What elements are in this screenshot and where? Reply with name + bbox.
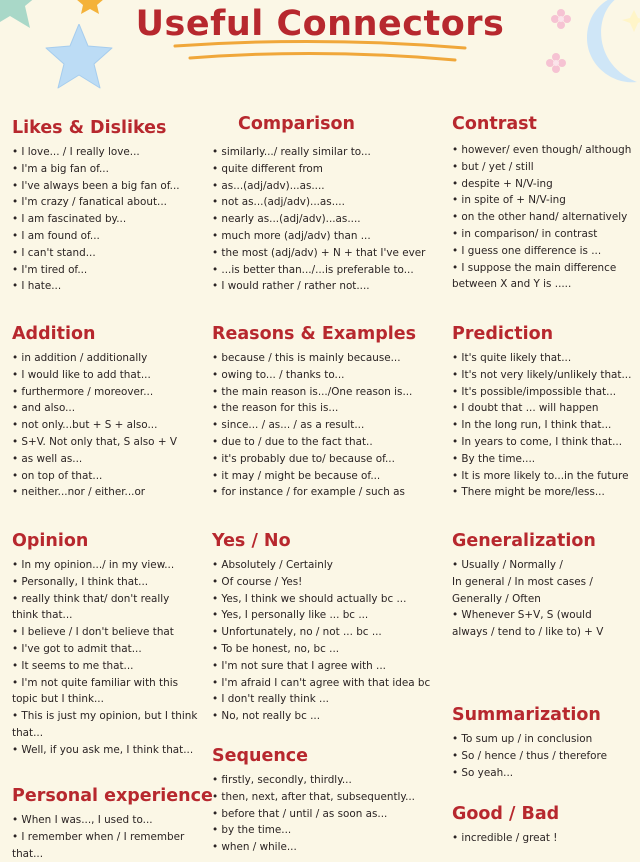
list-item: • To sum up / in conclusion bbox=[452, 733, 593, 745]
list-item: • In my opinion.../ in my view... bbox=[12, 559, 175, 571]
list-item: • There might be more/less... bbox=[452, 486, 605, 499]
list-item: • I've always been a big fan of... bbox=[12, 179, 180, 192]
list-item: • To be honest, no, bc ... bbox=[212, 642, 340, 655]
list-item: • due to / due to the fact that.. bbox=[212, 435, 373, 448]
list-item: • it may / might be because of... bbox=[212, 469, 381, 482]
section-summarization bbox=[452, 705, 607, 781]
list-item: between X and Y is ..... bbox=[452, 278, 572, 291]
list-item: • as...(adj/adv)...as.... bbox=[212, 179, 325, 192]
list-item: • It is more likely to...in the future bbox=[452, 469, 629, 482]
list-item: • the most (adj/adv) + N + that I've ever bbox=[212, 246, 426, 259]
list-item: topic but I think... bbox=[12, 693, 104, 706]
list-item: • firstly, secondly, thirdly... bbox=[212, 774, 352, 786]
section-title: Opinion bbox=[12, 531, 89, 551]
list-item: • I'm afraid I can't agree with that idea bc bbox=[212, 676, 431, 689]
list-item: that... bbox=[12, 726, 44, 739]
section-contrast bbox=[452, 114, 631, 293]
section-title: Generalization bbox=[452, 531, 596, 551]
section-title: Good / Bad bbox=[452, 804, 560, 824]
list-item: • It's quite likely that... bbox=[452, 352, 572, 364]
section-generalization bbox=[452, 531, 603, 641]
connector-list bbox=[452, 731, 607, 781]
list-item: • It's not very likely/unlikely that... bbox=[452, 368, 632, 381]
list-item: • Yes, I personally like ... bc ... bbox=[212, 609, 369, 622]
list-item: • however/ even though/ although bbox=[452, 144, 632, 156]
list-item: • in comparison/ in contrast bbox=[452, 227, 598, 240]
list-item: • despite + N/V-ing bbox=[452, 177, 553, 190]
list-item: • quite different from bbox=[212, 162, 323, 175]
list-item: • when / while... bbox=[212, 841, 297, 854]
list-item: • incredible / great ! bbox=[452, 832, 558, 844]
list-item: In general / In most cases / bbox=[452, 575, 593, 588]
list-item: • Yes, I think we should actually bc ... bbox=[212, 592, 407, 605]
list-item: • I would rather / rather not.... bbox=[212, 280, 370, 293]
list-item: think that... bbox=[12, 609, 73, 622]
list-item: • No, not really bc ... bbox=[212, 710, 321, 723]
list-item: • by the time... bbox=[212, 824, 292, 837]
list-item: • Personally, I think that... bbox=[12, 575, 149, 588]
list-item: • I believe / I don't believe that bbox=[12, 626, 174, 639]
section-title: Prediction bbox=[452, 324, 554, 344]
list-item: • I'm tired of... bbox=[12, 263, 88, 276]
list-item: • neither...nor / either...or bbox=[12, 486, 146, 499]
section-good-bad bbox=[452, 804, 559, 847]
list-item: • since... / as... / as a result... bbox=[212, 419, 365, 432]
title-underline bbox=[170, 36, 470, 66]
list-item: • Of course / Yes! bbox=[212, 575, 303, 588]
list-item: • similarly.../ really similar to... bbox=[212, 146, 371, 158]
list-item: • in addition / additionally bbox=[12, 352, 148, 364]
list-item: • This is just my opinion, but I think bbox=[12, 710, 198, 723]
section-likes-dislikes bbox=[12, 118, 180, 295]
list-item: • I would like to add that... bbox=[12, 368, 151, 381]
list-item: • I doubt that ... will happen bbox=[452, 402, 599, 415]
connector-list bbox=[12, 350, 177, 501]
list-item: • I'm not sure that I agree with ... bbox=[212, 659, 386, 672]
list-item: • the reason for this is... bbox=[212, 402, 339, 415]
list-item: • much more (adj/adv) than ... bbox=[212, 229, 371, 242]
list-item: • I am fascinated by... bbox=[12, 213, 127, 226]
section-yes-no bbox=[212, 531, 430, 725]
list-item: • I'm a big fan of... bbox=[12, 162, 109, 175]
list-item: • I hate... bbox=[12, 280, 62, 293]
section-addition bbox=[12, 324, 177, 501]
list-item: • In the long run, I think that... bbox=[452, 419, 612, 432]
section-title: Yes / No bbox=[212, 531, 291, 551]
list-item: Generally / Often bbox=[452, 592, 541, 605]
list-item: • on top of that... bbox=[12, 469, 103, 482]
list-item: • and also... bbox=[12, 402, 76, 415]
section-title: Sequence bbox=[212, 746, 309, 766]
list-item: • I can't stand... bbox=[12, 246, 96, 259]
page-title: Useful Connectors bbox=[135, 4, 505, 44]
list-item: • but / yet / still bbox=[452, 160, 534, 173]
list-item: • I am found of... bbox=[12, 229, 100, 242]
list-item: • furthermore / moreover... bbox=[12, 385, 154, 398]
list-item: • S+V. Not only that, S also + V bbox=[12, 435, 177, 448]
list-item: • By the time.... bbox=[452, 452, 536, 465]
section-sequence bbox=[212, 746, 415, 856]
connector-list bbox=[12, 812, 213, 862]
list-item: • In years to come, I think that... bbox=[452, 435, 623, 448]
section-prediction bbox=[452, 324, 631, 501]
section-title: Comparison bbox=[238, 114, 355, 134]
connector-list bbox=[212, 772, 415, 856]
list-item: • I remember when / I remember bbox=[12, 830, 185, 843]
list-item: • It's possible/impossible that... bbox=[452, 385, 617, 398]
list-item: • before that / until / as soon as... bbox=[212, 807, 388, 820]
connector-list bbox=[452, 830, 559, 847]
list-item: • I suppose the main difference bbox=[452, 261, 617, 274]
list-item: • it's probably due to/ because of... bbox=[212, 452, 395, 465]
list-item: • I don't really think ... bbox=[212, 693, 329, 706]
list-item: • Unfortunately, no / not ... bc ... bbox=[212, 626, 382, 639]
list-item: • on the other hand/ alternatively bbox=[452, 211, 628, 224]
list-item: • Whenever S+V, S (would bbox=[452, 609, 592, 622]
list-item: • not as...(adj/adv)...as.... bbox=[212, 196, 345, 209]
connector-list bbox=[452, 142, 631, 293]
list-item: • really think that/ don't really bbox=[12, 592, 170, 605]
list-item: • I'm crazy / fanatical about... bbox=[12, 196, 167, 209]
list-item: • ...is better than.../...is preferable to... bbox=[212, 263, 414, 276]
flower-icon bbox=[545, 52, 567, 74]
list-item: • I guess one difference is ... bbox=[452, 244, 602, 257]
list-item: • So yeah... bbox=[452, 766, 514, 779]
list-item: that... bbox=[12, 847, 44, 860]
list-item: • the main reason is.../One reason is... bbox=[212, 385, 413, 398]
list-item: • I'm not quite familiar with this bbox=[12, 676, 178, 689]
section-comparison bbox=[212, 114, 425, 295]
list-item: • not only...but + S + also... bbox=[12, 419, 158, 432]
list-item: • I've got to admit that... bbox=[12, 642, 142, 655]
section-title: Likes & Dislikes bbox=[12, 118, 167, 138]
list-item: • owing to... / thanks to... bbox=[212, 368, 345, 381]
list-item: • because / this is mainly because... bbox=[212, 352, 401, 364]
list-item: • It seems to me that... bbox=[12, 659, 134, 672]
section-title: Personal experience bbox=[12, 786, 213, 806]
connector-list bbox=[452, 350, 631, 501]
section-title: Reasons & Examples bbox=[212, 324, 417, 344]
list-item: • So / hence / thus / therefore bbox=[452, 749, 607, 762]
list-item: • as well as... bbox=[12, 452, 83, 465]
connector-list bbox=[212, 144, 425, 295]
list-item: • in spite of + N/V-ing bbox=[452, 194, 566, 207]
section-title: Summarization bbox=[452, 705, 601, 725]
list-item: • for instance / for example / such as bbox=[212, 486, 405, 499]
list-item: • Well, if you ask me, I think that... bbox=[12, 743, 194, 756]
list-item: always / tend to / like to) + V bbox=[452, 626, 604, 639]
list-item: • When I was..., I used to... bbox=[12, 814, 153, 826]
section-reasons-examples bbox=[212, 324, 416, 501]
list-item: • I love... / I really love... bbox=[12, 146, 140, 158]
connector-list bbox=[452, 557, 603, 641]
section-personal-experience bbox=[12, 786, 213, 862]
connector-list bbox=[12, 144, 180, 295]
list-item: • Absolutely / Certainly bbox=[212, 559, 333, 571]
section-opinion bbox=[12, 531, 197, 759]
section-title: Contrast bbox=[452, 114, 537, 134]
list-item: • then, next, after that, subsequently... bbox=[212, 790, 415, 803]
list-item: • nearly as...(adj/adv)...as.... bbox=[212, 213, 361, 226]
connector-list bbox=[212, 350, 416, 501]
list-item: • Usually / Normally / bbox=[452, 559, 563, 571]
connector-list bbox=[12, 557, 197, 759]
connector-list bbox=[212, 557, 430, 725]
section-title: Addition bbox=[12, 324, 96, 344]
